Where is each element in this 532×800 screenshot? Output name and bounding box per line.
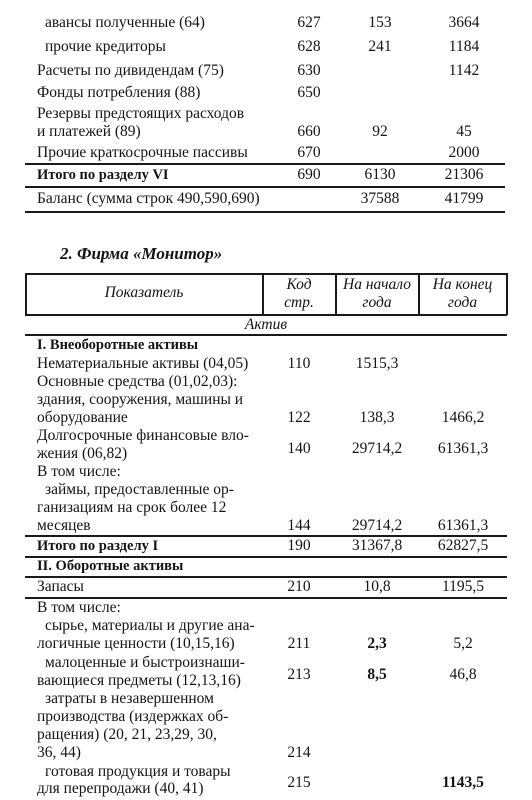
row-label-line: логичные ценности (10,15,16) (37, 635, 235, 652)
row-label: Расчеты по дивидендам (75) (37, 62, 224, 79)
row-label-line: затраты в незавершенном (45, 690, 214, 707)
row-code: 214 (287, 744, 311, 761)
divider (25, 163, 505, 165)
header-end-line2: года (447, 294, 478, 311)
balance-start: 37588 (360, 190, 400, 207)
row-label: авансы полученные (64) (45, 14, 205, 31)
table-top-border (25, 273, 507, 275)
row-end: 1143,5 (442, 774, 484, 791)
row-end: 5,2 (453, 635, 473, 652)
row-label: прочие кредиторы (45, 38, 166, 55)
header-code-line1: Код (286, 276, 312, 293)
row-label-line: Долгосрочные финансовые вло- (37, 427, 249, 444)
row-end: 45 (456, 123, 472, 140)
row-label-line: Основные средства (01,02,03): (37, 373, 238, 390)
row-code: 122 (287, 409, 311, 426)
row-end: 46,8 (449, 666, 477, 683)
row-end: 2000 (448, 144, 480, 161)
total-start: 6130 (364, 166, 396, 183)
row-label: Нематериальные активы (04,05) (37, 355, 249, 372)
row-code: 213 (287, 666, 311, 683)
row-code: 144 (287, 517, 311, 534)
row-label-line: Резервы предстоящих расходов (37, 105, 245, 122)
aktiv-label: Актив (244, 316, 288, 333)
row-start: 2,3 (367, 635, 387, 652)
total-end: 62827,5 (437, 537, 489, 554)
col-border (506, 273, 508, 315)
total-end: 21306 (444, 166, 484, 183)
row-code: 650 (297, 84, 321, 101)
row-start: 92 (372, 123, 388, 140)
row-start: 29714,2 (351, 517, 403, 534)
row-label-line: месяцев (37, 517, 91, 534)
row-label: Фонды потребления (88) (37, 84, 201, 101)
row-label-line: В том числе: (37, 463, 121, 480)
row-start: 138,3 (359, 409, 395, 426)
section-title: 2. Фирма «Монитор» (60, 244, 223, 263)
divider (25, 186, 505, 188)
row-end: 1142 (448, 62, 480, 79)
row-code: 627 (297, 14, 321, 31)
row-label-line: малоценные и быстроизнаши- (45, 654, 245, 671)
total-label: Итого по разделу VI (37, 167, 169, 183)
row-end: 61361,3 (437, 517, 489, 534)
row-code: 110 (287, 355, 311, 372)
header-end-line1: На конец (432, 276, 493, 293)
row-label: Запасы (37, 578, 84, 595)
total-code: 190 (287, 537, 311, 554)
header-start-line2: года (362, 294, 392, 311)
row-code: 210 (287, 578, 311, 595)
row-label-line: 36, 44) (37, 744, 81, 761)
row-label-line: сырье, материалы и другие ана- (45, 617, 255, 634)
row-label-line: здания, сооружения, машины и (37, 391, 244, 408)
row-end: 1466,2 (441, 409, 485, 426)
row-label-line: оборудование (37, 409, 128, 426)
row-start: 10,8 (363, 578, 391, 595)
row-label-line: вающиеся предметы (12,13,16) (37, 672, 241, 689)
row-start: 241 (368, 38, 392, 55)
row-label-line: для перепродажи (40, 41) (37, 780, 204, 797)
row-end: 1184 (448, 38, 480, 55)
row-code: 211 (287, 635, 311, 652)
row-end: 3664 (448, 14, 480, 31)
row-label-line: В том числе: (37, 599, 121, 616)
row-start: 29714,2 (351, 440, 403, 457)
section-I-title: I. Внеоборотные активы (37, 337, 199, 353)
row-label: Прочие краткосрочные пассивы (37, 144, 248, 161)
row-label-line: ращения) (20, 21, 23,29, 30, (37, 726, 217, 743)
row-label-line: готовая продукция и товары (45, 763, 231, 780)
row-start: 8,5 (367, 666, 387, 683)
row-code: 660 (297, 123, 321, 140)
divider (25, 211, 505, 213)
header-code-line2: стр. (284, 294, 314, 311)
row-code: 670 (297, 144, 321, 161)
row-code: 140 (287, 440, 311, 457)
row-code: 215 (287, 774, 311, 791)
total-label: Итого по разделу I (37, 538, 159, 554)
row-start: 1515,3 (355, 355, 399, 372)
row-end: 1195,5 (441, 578, 485, 595)
header-start-line1: На начало (343, 276, 411, 293)
section-II-title: II. Оборотные активы (37, 558, 184, 574)
row-label-line: жения (06,82) (37, 445, 128, 462)
row-code: 628 (297, 38, 321, 55)
row-end: 61361,3 (437, 440, 489, 457)
row-label-line: и платежей (89) (37, 123, 141, 140)
balance-end: 41799 (444, 190, 484, 207)
header-indicator: Показатель (104, 284, 184, 301)
row-label-line: ганизациям на срок более 12 (37, 499, 227, 516)
row-start: 153 (368, 14, 392, 31)
total-code: 690 (297, 166, 321, 183)
row-label-line: займы, предоставленные ор- (45, 481, 234, 498)
row-label-line: производства (издержках об- (37, 708, 229, 725)
balance-label: Баланс (сумма строк 490,590,690) (37, 190, 260, 207)
total-start: 31367,8 (351, 537, 403, 554)
row-code: 630 (297, 62, 321, 79)
